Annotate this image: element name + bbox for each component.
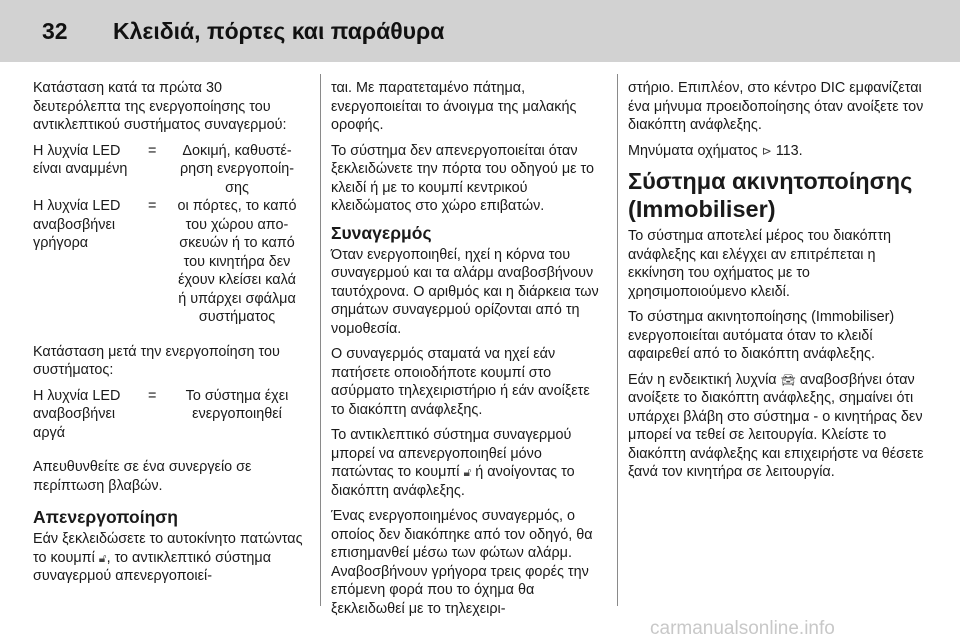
led-state-label: Η λυχνία LED είναι αναμμένη <box>33 142 128 177</box>
led-table-row <box>33 197 310 327</box>
equals-sign: = <box>148 142 157 159</box>
alarm-triggered-text: Όταν ενεργοποιηθεί, ηχεί η κόρνα του συναγερμού και τα αλάρμ αναβοσβήνουν ταυτόχρονα. Ο αριθμός και η διάρκεια των σημάτων συναγερμού ορίζονται από τη νομοθεσία. <box>331 246 599 337</box>
equals-sign: = <box>148 387 157 404</box>
column-2 <box>331 79 606 625</box>
page-header <box>0 0 960 62</box>
section-heading-alarm: Συναγερμός <box>331 222 432 243</box>
led-meaning-line: ή υπάρχει σφάλμα <box>178 290 296 307</box>
led-meaning <box>164 142 310 198</box>
led-meaning-line: του κινητήρα δεν <box>183 253 291 270</box>
watermark: carmanualsonline.info <box>650 618 835 639</box>
column-1 <box>33 79 310 593</box>
page-number: 32 <box>42 18 68 44</box>
led-meaning-line: σκευών ή το καπό <box>179 235 295 251</box>
led-table-row <box>33 142 310 198</box>
deactivation-text <box>33 530 310 586</box>
column-divider-1 <box>320 74 321 606</box>
led-meaning-line: συστήματος <box>198 309 276 325</box>
led-meaning-line: Δοκιμή, καθυστέ- <box>182 142 292 159</box>
unlock-icon: 🔓︎ <box>98 550 107 565</box>
led-meaning-line: Το σύστημα έχει <box>185 387 289 404</box>
driver-door-text: Το σύστημα δεν απενεργοποιείται όταν ξεκλειδώνετε την πόρτα του οδηγού με το κλειδί ή με το κουμπί κεντρικού κλειδώματος στο χώρο επιβατών. <box>331 142 595 214</box>
text-fragment: αναβοσβήνει όταν ανοίξετε το διακόπτη ανάφλεξης, σημαίνει ότι υπάρχει βλάβη στο σύστημα - ο κινητήρας δεν μπορεί να τεθεί σε λειτουργία. Κλείστε το διακόπτη ανάφλεξης και επιχειρήστε να θέσετε ξανά τον κινητήρα σε λειτουργία. <box>628 371 924 480</box>
led-meaning-line: του χώρου απο- <box>185 216 289 233</box>
text-fragment: Μηνύματα οχήματος <box>628 142 762 159</box>
text-fragment: Εάν η ενδεικτική λυχνία <box>628 371 781 388</box>
led-meaning-line: ενεργοποιηθεί <box>192 406 282 422</box>
equals-sign: = <box>148 198 157 214</box>
page-title: Κλειδιά, πόρτες και παράθυρα <box>113 18 445 44</box>
led-meaning <box>164 387 310 443</box>
text-fragment: Το αντικλεπτικό σύστημα συναγερμού μπορεί να απενεργοποιηθεί μόνο πατώντας το κουμπί <box>331 427 572 480</box>
text-fragment: ή ανοίγοντας το διακόπτη ανάφλεξης. <box>331 464 575 499</box>
alarm-indication-text: Ένας ενεργοποιημένος συναγερμός, ο οποίος δεν διακόπηκε από τον οδηγό, θα επισημανθεί μέσω των φώτων αλάρμ. Αναβοσβήνουν γρήγορα τρεις φορές την επόμενη φορά που το όχημα θα ξεκλειδωθεί με το τηλεχειρι- <box>331 508 593 617</box>
immobiliser-activation-text: Το σύστημα ακινητοποίησης (Immobiliser) ενεργοποιείται αυτόματα όταν το κλειδί αφαιρεθεί από το διακόπτη ανάφλεξης. <box>628 309 895 362</box>
workshop-advice-text: Απευθυνθείτε σε ένα συνεργείο σε περίπτωση βλαβών. <box>33 459 252 494</box>
section-heading-immobiliser: Σύστημα ακινητοποίησης (Immobiliser) <box>628 168 913 222</box>
led-meaning-line: σης <box>225 179 249 196</box>
immobiliser-intro-text: Το σύστημα αποτελεί μέρος του διακόπτη ανάφλεξης και ελέγχει αν επιτρέπεται η εκκίνηση του οχήματος με το χρησιμοποιούμενο κλειδί. <box>628 228 892 300</box>
vehicle-messages-reference <box>628 142 928 161</box>
text-fragment: , το αντικλεπτικό σύστημα συναγερμού απενεργοποιεί- <box>33 549 272 584</box>
status-first-30s-text: Κατάσταση κατά τα πρώτα 30 δευτερόλεπτα της ενεργοποίησης του αντικλεπτικού συστήματος συναγερμού: <box>33 80 287 133</box>
led-state-label: Η λυχνία LED αναβοσβήνει γρήγορα <box>33 198 121 251</box>
immobiliser-warning-icon: 🚘︎ <box>780 372 796 387</box>
led-state-label: Η λυχνία LED αναβοσβήνει αργά <box>33 387 121 441</box>
reference-arrow-icon: ⊳ <box>761 143 772 158</box>
text-fragment: 113. <box>775 142 803 159</box>
column-divider-2 <box>617 74 618 606</box>
alarm-deactivate-text <box>331 426 606 500</box>
led-table-row <box>33 387 310 443</box>
led-meaning-line: έχουν κλείσει καλά <box>178 272 296 288</box>
section-heading-deactivation: Απενεργοποίηση <box>33 507 178 527</box>
immobiliser-fault-text <box>628 371 928 482</box>
text-fragment: Εάν ξεκλειδώσετε το αυτοκίνητο πατώντας το κουμπί <box>33 531 303 566</box>
unlock-icon: 🔓︎ <box>463 465 472 479</box>
alarm-stop-text: Ο συναγερμός σταματά να ηχεί εάν πατήσετε οποιοδήποτε κουμπί στο ασύρματο τηλεχειριστήριο ή εάν ανοίξετε το διακόπτη ανάφλεξης. <box>331 346 590 418</box>
status-after-activation-text: Κατάσταση μετά την ενεργοποίηση του συστήματος: <box>33 343 280 378</box>
soft-top-text: ται. Με παρατεταμένο πάτημα, ενεργοποιείται το άνοιγμα της μαλακής οροφής. <box>331 80 577 133</box>
led-meaning-line: ρηση ενεργοποίη- <box>179 161 294 177</box>
dic-message-text: στήριο. Επιπλέον, στο κέντρο DIC εμφανίζεται ένα μήνυμα προειδοποίησης όταν ανοίξετε τον διακόπτη ανάφλεξης. <box>628 80 924 133</box>
column-3 <box>628 79 928 489</box>
led-meaning <box>164 197 310 327</box>
led-meaning-line: οι πόρτες, το καπό <box>177 198 297 214</box>
